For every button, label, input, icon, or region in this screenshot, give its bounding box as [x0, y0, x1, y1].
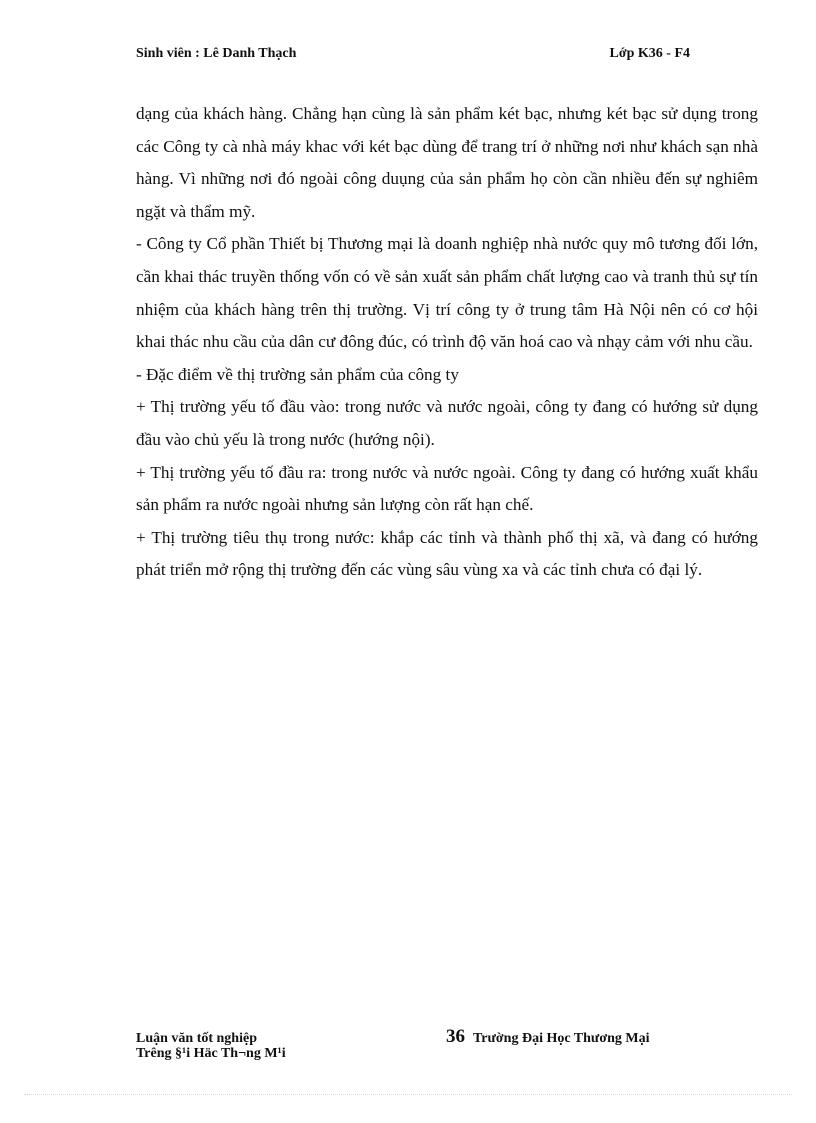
- page-number: 36: [446, 1026, 465, 1047]
- footer-school-name: Trường Đại Học Thương Mại: [473, 1031, 650, 1046]
- paragraph-3: - Đặc điểm về thị trường sản phẩm của công ty: [136, 364, 459, 384]
- class-code: Lớp K36 - F4: [609, 46, 690, 61]
- footer-school-legacy: Trêng §¹i Häc Th¬ng M¹i: [136, 1046, 286, 1061]
- page-header: [136, 46, 696, 62]
- page-bottom-divider: [24, 1094, 792, 1095]
- body-text: [136, 98, 758, 587]
- paragraph-4: + Thị trường yếu tố đầu vào: trong nước và nước ngoài, công ty đang có hướng sử dụng đầu vào chủ yếu là trong nước (hướng nội).: [136, 397, 758, 449]
- paragraph-1: dạng của khách hàng. Chẳng hạn cùng là sản phẩm két bạc, nhưng két bạc sử dụng trong các Công ty cà nhà máy khac với két bạc dùng để trang trí ở những nơi như khách sạn nhà hàng. Vì những nơi đó ngoài công duụng của sản phẩm họ còn cần nhiều đến sự nghiêm ngặt và thẩm mỹ.: [136, 104, 758, 221]
- paragraph-5: + Thị trường yếu tố đầu ra: trong nước và nước ngoài. Công ty đang có hướng xuất khẩu sản phẩm ra nước ngoài nhưng sản lượng còn rất hạn chế.: [136, 462, 758, 515]
- page-footer: [136, 1026, 696, 1066]
- footer-thesis-label: Luận văn tốt nghiệp: [136, 1031, 257, 1046]
- paragraph-2: - Công ty Cổ phần Thiết bị Thương mại là doanh nghiệp nhà nước quy mô tương đối lớn, cần khai thác truyền thống vốn có về sản xuất sản phẩm chất lượng cao và tranh thủ sự tín nhiệm của khách hàng trên thị trường. Vị trí công ty ở trung tâm Hà Nội nên có cơ hội khai thác nhu cầu của dân cư đông đúc, có trình độ văn hoá cao và nhạy cảm với nhu cầu.: [136, 234, 758, 352]
- paragraph-6: + Thị trường tiêu thụ trong nước: khắp các tỉnh và thành phố thị xã, và đang có hướng phát triển mở rộng thị trường đến các vùng sâu vùng xa và các tỉnh chưa có đại lý.: [136, 527, 758, 580]
- student-name: Sinh viên : Lê Danh Thạch: [136, 46, 297, 61]
